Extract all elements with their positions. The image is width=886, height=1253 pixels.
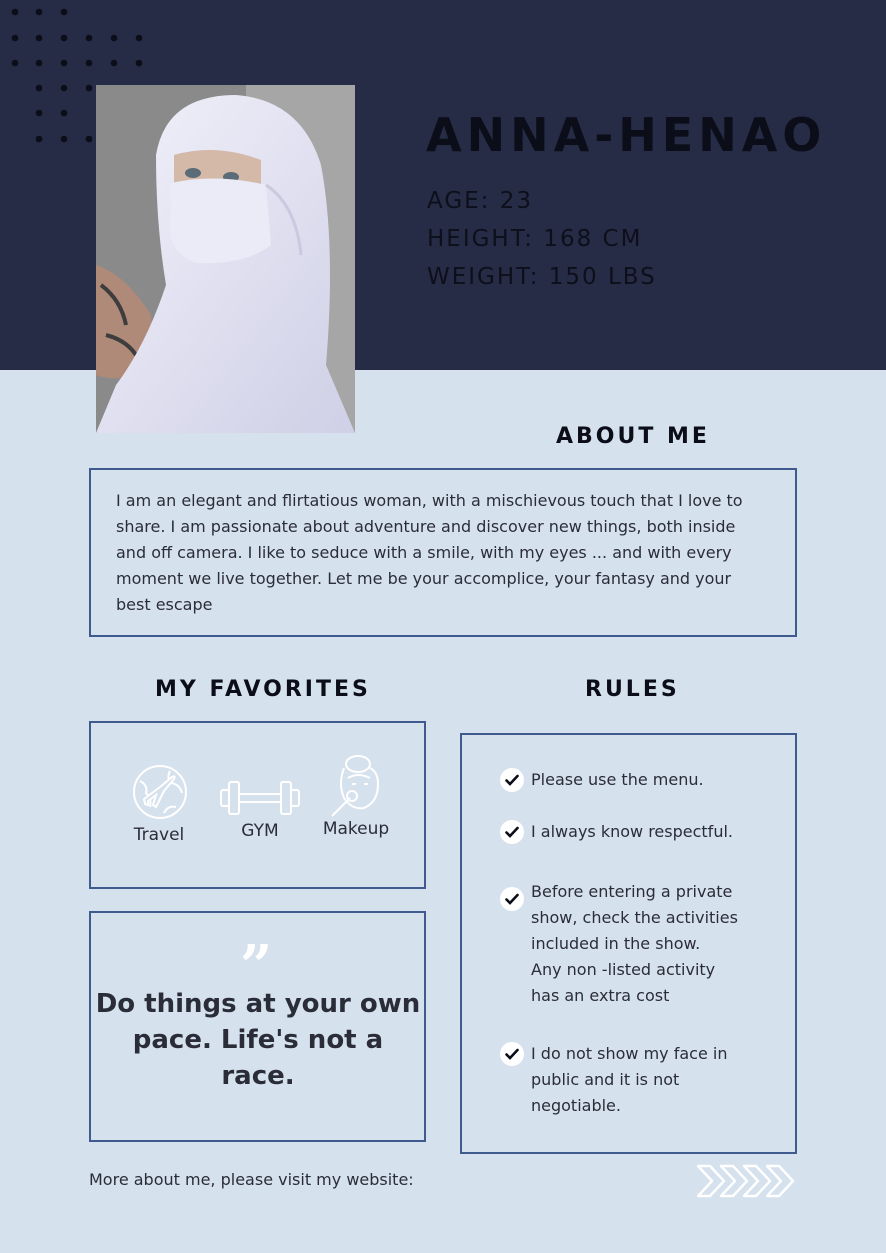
profile-height: HEIGHT: 168 CM <box>427 226 643 252</box>
favorite-travel <box>128 763 190 845</box>
profile-weight: WEIGHT: 150 LBS <box>427 264 657 290</box>
globe-plane-icon <box>130 763 188 821</box>
check-icon <box>500 768 524 792</box>
rule-item <box>500 767 704 793</box>
favorite-travel-label: Travel <box>133 825 185 845</box>
favorite-gym <box>218 778 302 841</box>
favorite-gym-label: GYM <box>241 821 279 841</box>
rules-title: RULES <box>585 677 680 702</box>
dumbbell-icon <box>219 778 301 818</box>
rule-text: I always know respectful. <box>531 822 733 841</box>
about-title: ABOUT ME <box>556 424 710 449</box>
profile-name: ANNA-HENAO <box>426 108 827 162</box>
quote-mark-icon: ” <box>240 933 273 999</box>
about-text: I am an elegant and flirtatious woman, with a mischievous touch that I love to share. I am passionate about adventure and discover new things, both inside and off camera. I like to seduce with a smile, with my eyes ... and with every moment we live together. Let me be your accomplice, your fantasy and your best escape <box>116 491 743 614</box>
favorite-makeup <box>320 754 392 839</box>
profile-photo <box>96 85 355 433</box>
check-icon <box>500 820 524 844</box>
favorite-makeup-label: Makeup <box>322 819 390 839</box>
rule-item <box>500 879 738 1009</box>
rule-text: Before entering a private show, check the activities included in the show. Any non -listed activity has an extra cost <box>531 882 738 1005</box>
check-icon <box>500 1042 524 1066</box>
makeup-face-icon <box>326 754 386 818</box>
rule-item <box>500 1041 727 1119</box>
check-icon <box>500 887 524 911</box>
favorites-title: MY FAVORITES <box>155 677 371 702</box>
rule-text: Please use the menu. <box>531 770 704 789</box>
footer-text: More about me, please visit my website: <box>89 1170 414 1189</box>
chevron-arrows-icon <box>696 1163 798 1199</box>
quote-text: Do things at your own pace. Life's not a race. <box>95 989 421 1091</box>
rule-item <box>500 819 733 845</box>
profile-age: AGE: 23 <box>427 188 534 214</box>
rule-text: I do not show my face in public and it is not negotiable. <box>531 1044 728 1115</box>
